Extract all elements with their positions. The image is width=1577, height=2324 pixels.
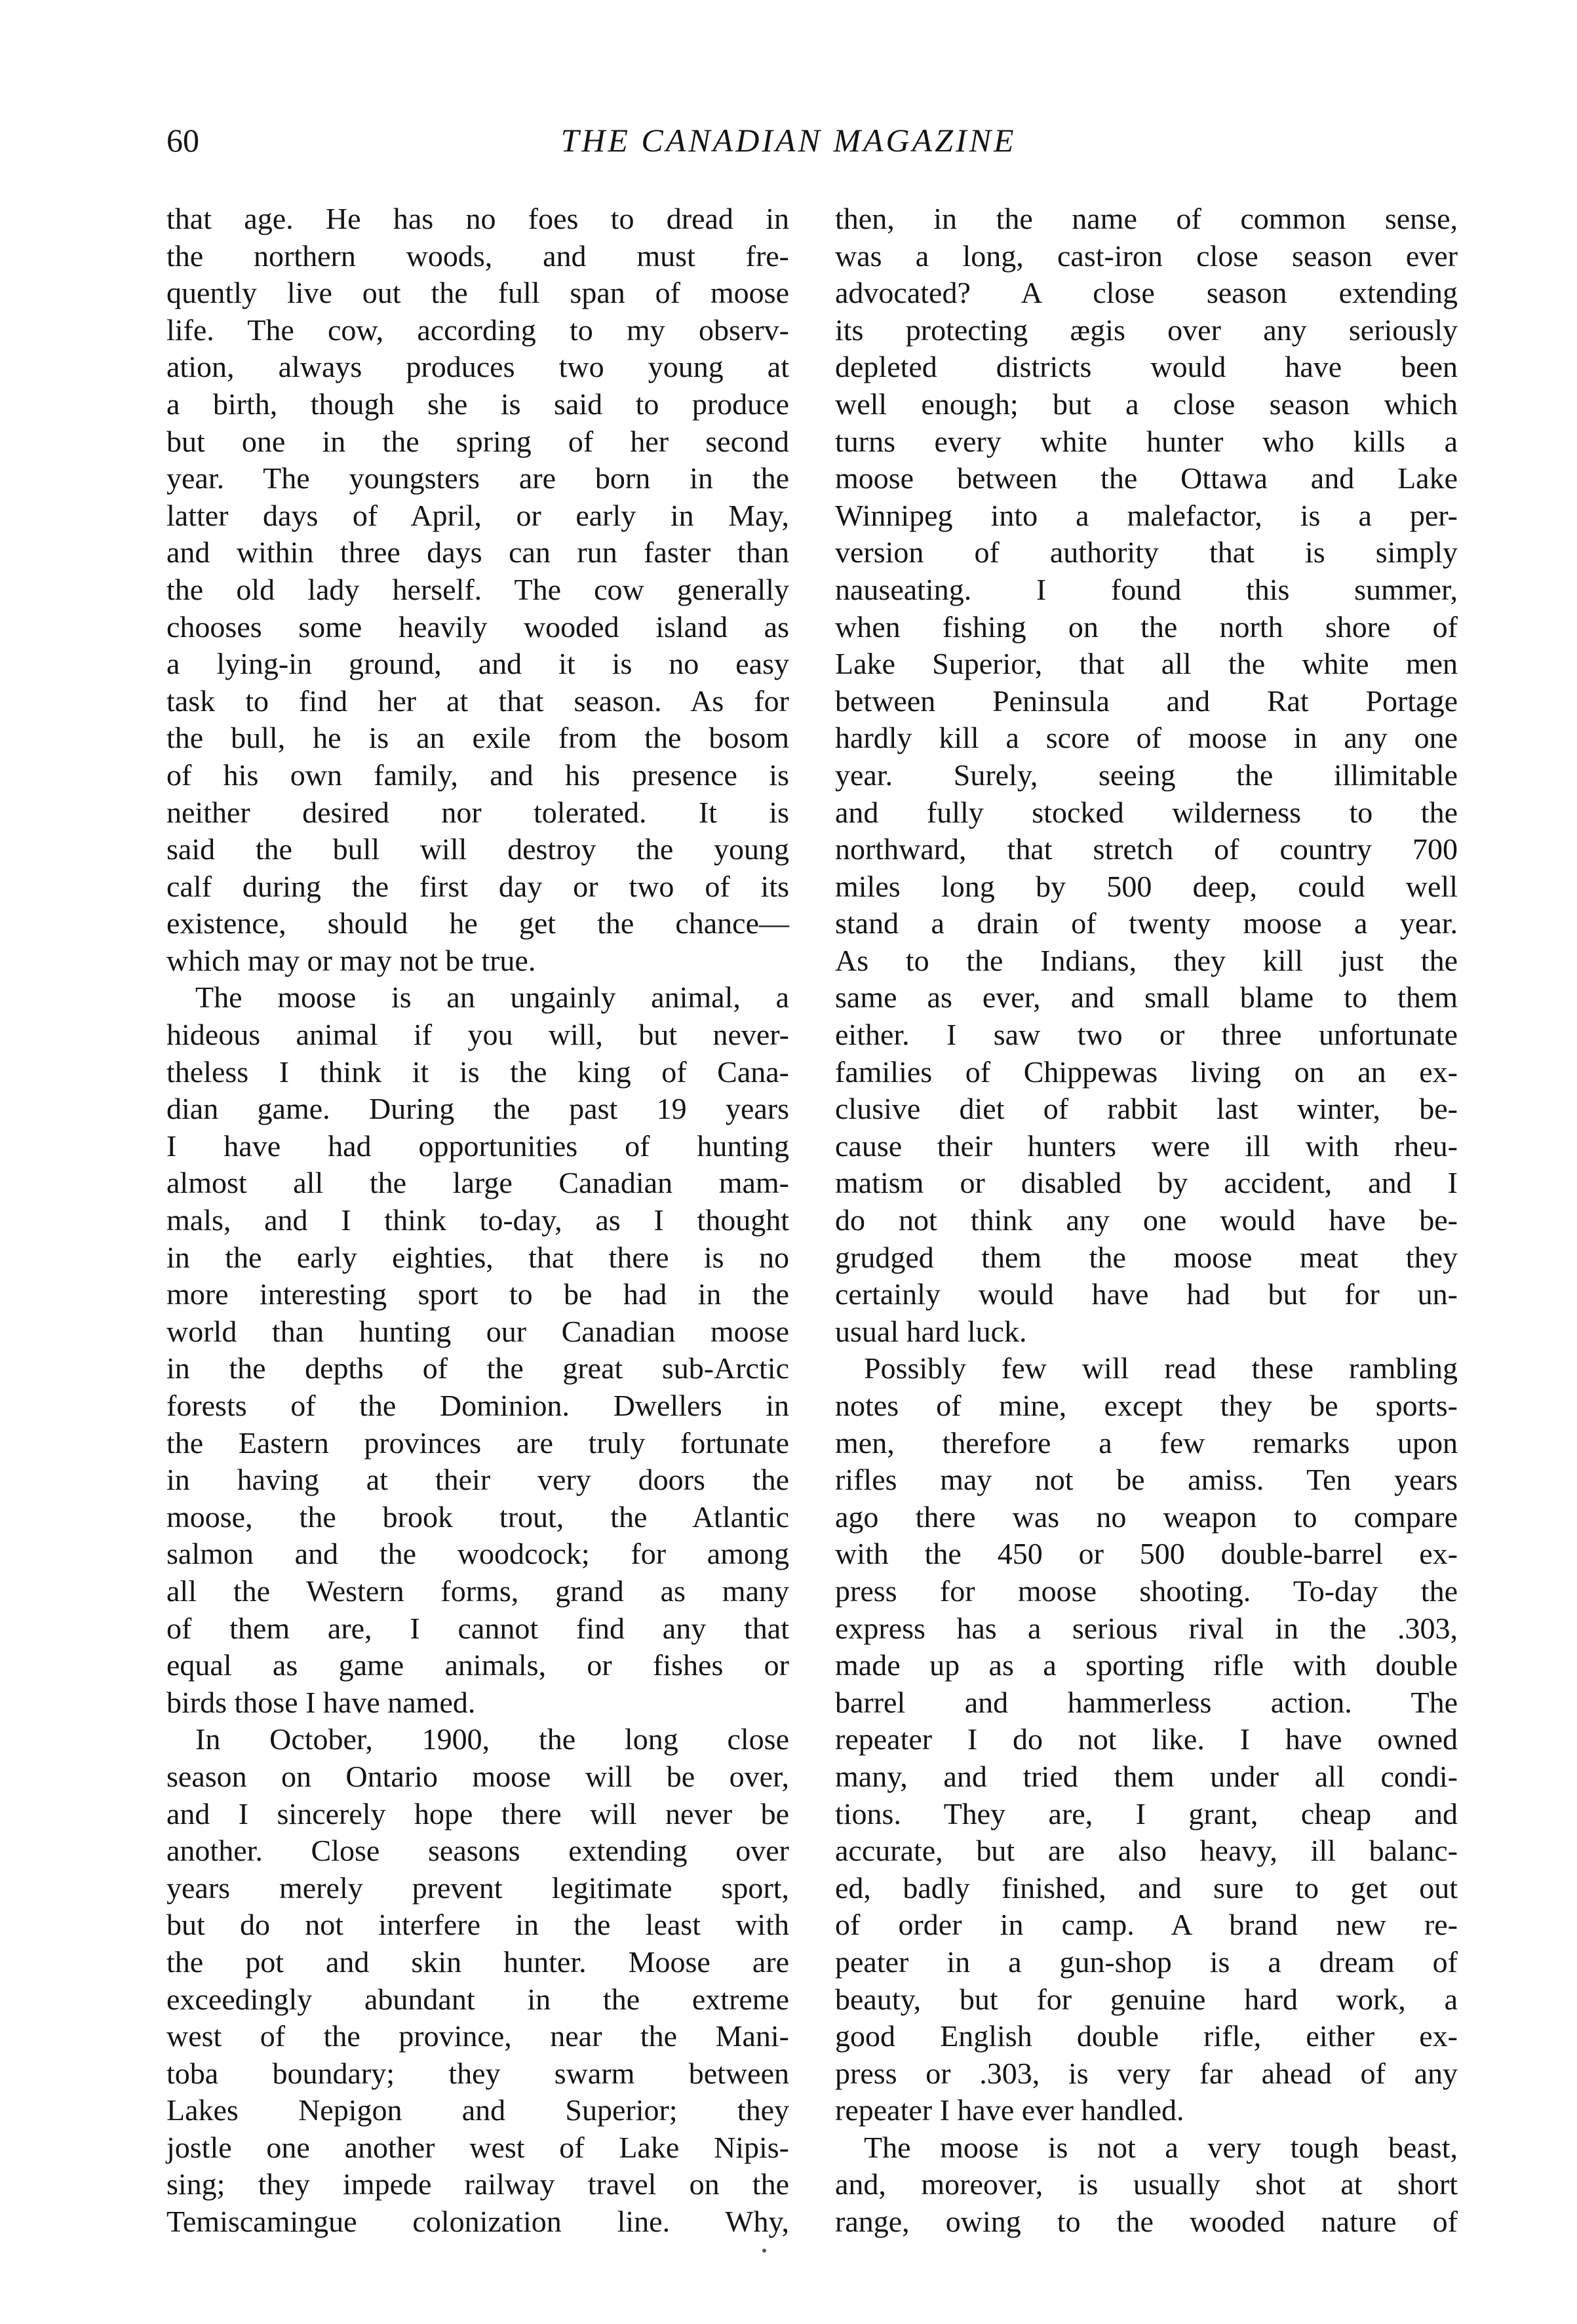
text-line: do not think any one would have be- xyxy=(835,1203,1458,1237)
text-line: existence, should he get the chance— xyxy=(166,906,789,940)
text-line: all the Western forms, grand as many xyxy=(166,1574,789,1608)
text-line: task to find her at that season. As for xyxy=(166,684,789,718)
text-line: cause their hunters were ill with rheu- xyxy=(835,1129,1458,1163)
text-line: families of Chippewas living on an ex- xyxy=(835,1055,1458,1089)
text-line: more interesting sport to be had in the xyxy=(166,1277,789,1311)
text-line: and I sincerely hope there will never be xyxy=(166,1796,789,1830)
text-line: of his own family, and his presence is xyxy=(166,758,789,792)
text-line: its protecting ægis over any seriously xyxy=(835,313,1458,347)
text-line: life. The cow, according to my observ- xyxy=(166,313,789,347)
text-line: express has a serious rival in the .303, xyxy=(835,1611,1458,1645)
running-title: THE CANADIAN MAGAZINE xyxy=(560,122,1017,159)
text-line: stand a drain of twenty moose a year. xyxy=(835,906,1458,940)
text-line: clusive diet of rabbit last winter, be- xyxy=(835,1092,1458,1126)
text-line: year. Surely, seeing the illimitable xyxy=(835,758,1458,792)
text-line: which may or may not be true. xyxy=(166,943,536,977)
text-line: neither desired nor tolerated. It is xyxy=(166,795,789,829)
text-line: sing; they impede railway travel on the xyxy=(166,2167,789,2201)
text-line: ation, always produces two young at xyxy=(166,350,789,384)
text-line: toba boundary; they swarm between xyxy=(166,2056,789,2090)
left-text-column xyxy=(166,201,789,2241)
text-line: Winnipeg into a malefactor, is a per- xyxy=(835,498,1458,532)
text-line: usual hard luck. xyxy=(835,1314,1027,1348)
text-line: years merely prevent legitimate sport, xyxy=(166,1870,789,1905)
text-line: but one in the spring of her second xyxy=(166,424,789,458)
text-line: but do not interfere in the least with xyxy=(166,1908,789,1942)
text-line: latter days of April, or early in May, xyxy=(166,498,789,532)
text-line: when fishing on the north shore of xyxy=(835,610,1458,644)
text-line: miles long by 500 deep, could well xyxy=(835,869,1458,903)
text-line: the old lady herself. The cow generally xyxy=(166,572,789,606)
text-line: beauty, but for genuine hard work, a xyxy=(835,1982,1458,2016)
text-line: with the 450 or 500 double-barrel ex- xyxy=(835,1537,1458,1571)
text-line: year. The youngsters are born in the xyxy=(166,461,789,495)
text-line: hardly kill a score of moose in any one xyxy=(835,721,1458,755)
text-line: season on Ontario moose will be over, xyxy=(166,1759,789,1793)
text-line: exceedingly abundant in the extreme xyxy=(166,1982,789,2016)
text-line: either. I saw two or three unfortunate xyxy=(835,1018,1458,1052)
text-line: equal as game animals, or fishes or xyxy=(166,1648,789,1682)
text-line: barrel and hammerless action. The xyxy=(835,1685,1458,1719)
text-line: range, owing to the wooded nature of xyxy=(835,2205,1458,2239)
text-line: a lying-in ground, and it is no easy xyxy=(166,647,789,681)
text-line: tions. They are, I grant, cheap and xyxy=(835,1796,1458,1830)
text-line: version of authority that is simply xyxy=(835,535,1458,570)
text-line: repeater I have ever handled. xyxy=(835,2093,1184,2127)
text-line: matism or disabled by accident, and I xyxy=(835,1166,1458,1200)
page-number: 60 xyxy=(166,122,199,159)
text-line: the Eastern provinces are truly fortunate xyxy=(166,1425,789,1460)
text-line: In October, 1900, the long close xyxy=(195,1722,789,1756)
text-line: birds those I have named. xyxy=(166,1685,476,1719)
text-line: northward, that stretch of country 700 xyxy=(835,832,1458,866)
text-line: rifles may not be amiss. Ten years xyxy=(835,1463,1458,1497)
text-line: chooses some heavily wooded island as xyxy=(166,610,789,644)
text-line: Possibly few will read these rambling xyxy=(864,1351,1458,1385)
text-line: and, moreover, is usually shot at short xyxy=(835,2167,1458,2201)
text-line: of order in camp. A brand new re- xyxy=(835,1908,1458,1942)
text-line: accurate, but are also heavy, ill balanc- xyxy=(835,1834,1458,1868)
text-line: The moose is an ungainly animal, a xyxy=(195,980,789,1015)
text-line: many, and tried them under all condi- xyxy=(835,1759,1458,1793)
text-line: calf during the first day or two of its xyxy=(166,869,789,903)
text-line: Lake Superior, that all the white men xyxy=(835,647,1458,681)
text-line: certainly would have had but for un- xyxy=(835,1277,1458,1311)
text-line: theless I think it is the king of Cana- xyxy=(166,1055,789,1089)
text-line: moose between the Ottawa and Lake xyxy=(835,461,1458,495)
text-line: made up as a sporting rifle with double xyxy=(835,1648,1458,1682)
text-line: As to the Indians, they kill just the xyxy=(835,943,1458,977)
text-line: peater in a gun-shop is a dream of xyxy=(835,1945,1458,1979)
text-line: depleted districts would have been xyxy=(835,350,1458,384)
text-line: The moose is not a very tough beast, xyxy=(864,2130,1458,2164)
text-line: and fully stocked wilderness to the xyxy=(835,795,1458,829)
text-line: the pot and skin hunter. Moose are xyxy=(166,1945,789,1979)
text-line: good English double rifle, either ex- xyxy=(835,2019,1458,2053)
text-line: almost all the large Canadian mam- xyxy=(166,1166,789,1200)
text-line: in the depths of the great sub-Arctic xyxy=(166,1351,789,1385)
text-line: jostle one another west of Lake Nipis- xyxy=(166,2130,789,2164)
text-line: of them are, I cannot find any that xyxy=(166,1611,789,1645)
text-line: advocated? A close season extending xyxy=(835,276,1458,310)
text-line: well enough; but a close season which xyxy=(835,387,1458,421)
text-line: and within three days can run faster than xyxy=(166,535,789,570)
text-line: in having at their very doors the xyxy=(166,1463,789,1497)
text-line: press or .303, is very far ahead of any xyxy=(835,2056,1458,2090)
text-line: Lakes Nepigon and Superior; they xyxy=(166,2093,789,2127)
text-line: that age. He has no foes to dread in xyxy=(166,202,789,235)
text-line: press for moose shooting. To-day the xyxy=(835,1574,1458,1608)
right-text-column xyxy=(835,201,1458,2241)
text-line: dian game. During the past 19 years xyxy=(166,1092,789,1126)
text-line: was a long, cast-iron close season ever xyxy=(835,239,1458,273)
text-line: west of the province, near the Mani- xyxy=(166,2019,789,2053)
text-line: ago there was no weapon to compare xyxy=(835,1500,1458,1534)
print-speck xyxy=(762,2249,766,2253)
text-line: I have had opportunities of hunting xyxy=(166,1129,789,1163)
text-line: then, in the name of common sense, xyxy=(835,202,1458,235)
text-line: hideous animal if you will, but never- xyxy=(166,1018,789,1052)
text-line: in the early eighties, that there is no xyxy=(166,1240,789,1274)
text-line: notes of mine, except they be sports- xyxy=(835,1389,1458,1422)
text-line: the northern woods, and must fre- xyxy=(166,239,789,273)
text-line: the bull, he is an exile from the bosom xyxy=(166,721,789,755)
text-line: nauseating. I found this summer, xyxy=(835,572,1458,606)
text-line: same as ever, and small blame to them xyxy=(835,980,1458,1015)
text-line: world than hunting our Canadian moose xyxy=(166,1314,789,1348)
text-line: another. Close seasons extending over xyxy=(166,1834,789,1868)
text-line: a birth, though she is said to produce xyxy=(166,387,789,421)
text-line: said the bull will destroy the young xyxy=(166,832,789,866)
text-line: mals, and I think to-day, as I thought xyxy=(166,1203,789,1237)
text-line: turns every white hunter who kills a xyxy=(835,424,1458,458)
text-line: grudged them the moose meat they xyxy=(835,1240,1458,1274)
text-line: forests of the Dominion. Dwellers in xyxy=(166,1389,789,1422)
text-line: Temiscamingue colonization line. Why, xyxy=(166,2205,789,2239)
text-line: between Peninsula and Rat Portage xyxy=(835,684,1458,718)
text-line: moose, the brook trout, the Atlantic xyxy=(166,1500,789,1534)
text-line: quently live out the full span of moose xyxy=(166,276,789,310)
text-line: repeater I do not like. I have owned xyxy=(835,1722,1458,1756)
text-line: salmon and the woodcock; for among xyxy=(166,1537,789,1571)
text-line: men, therefore a few remarks upon xyxy=(835,1425,1458,1460)
text-line: ed, badly finished, and sure to get out xyxy=(835,1870,1458,1905)
